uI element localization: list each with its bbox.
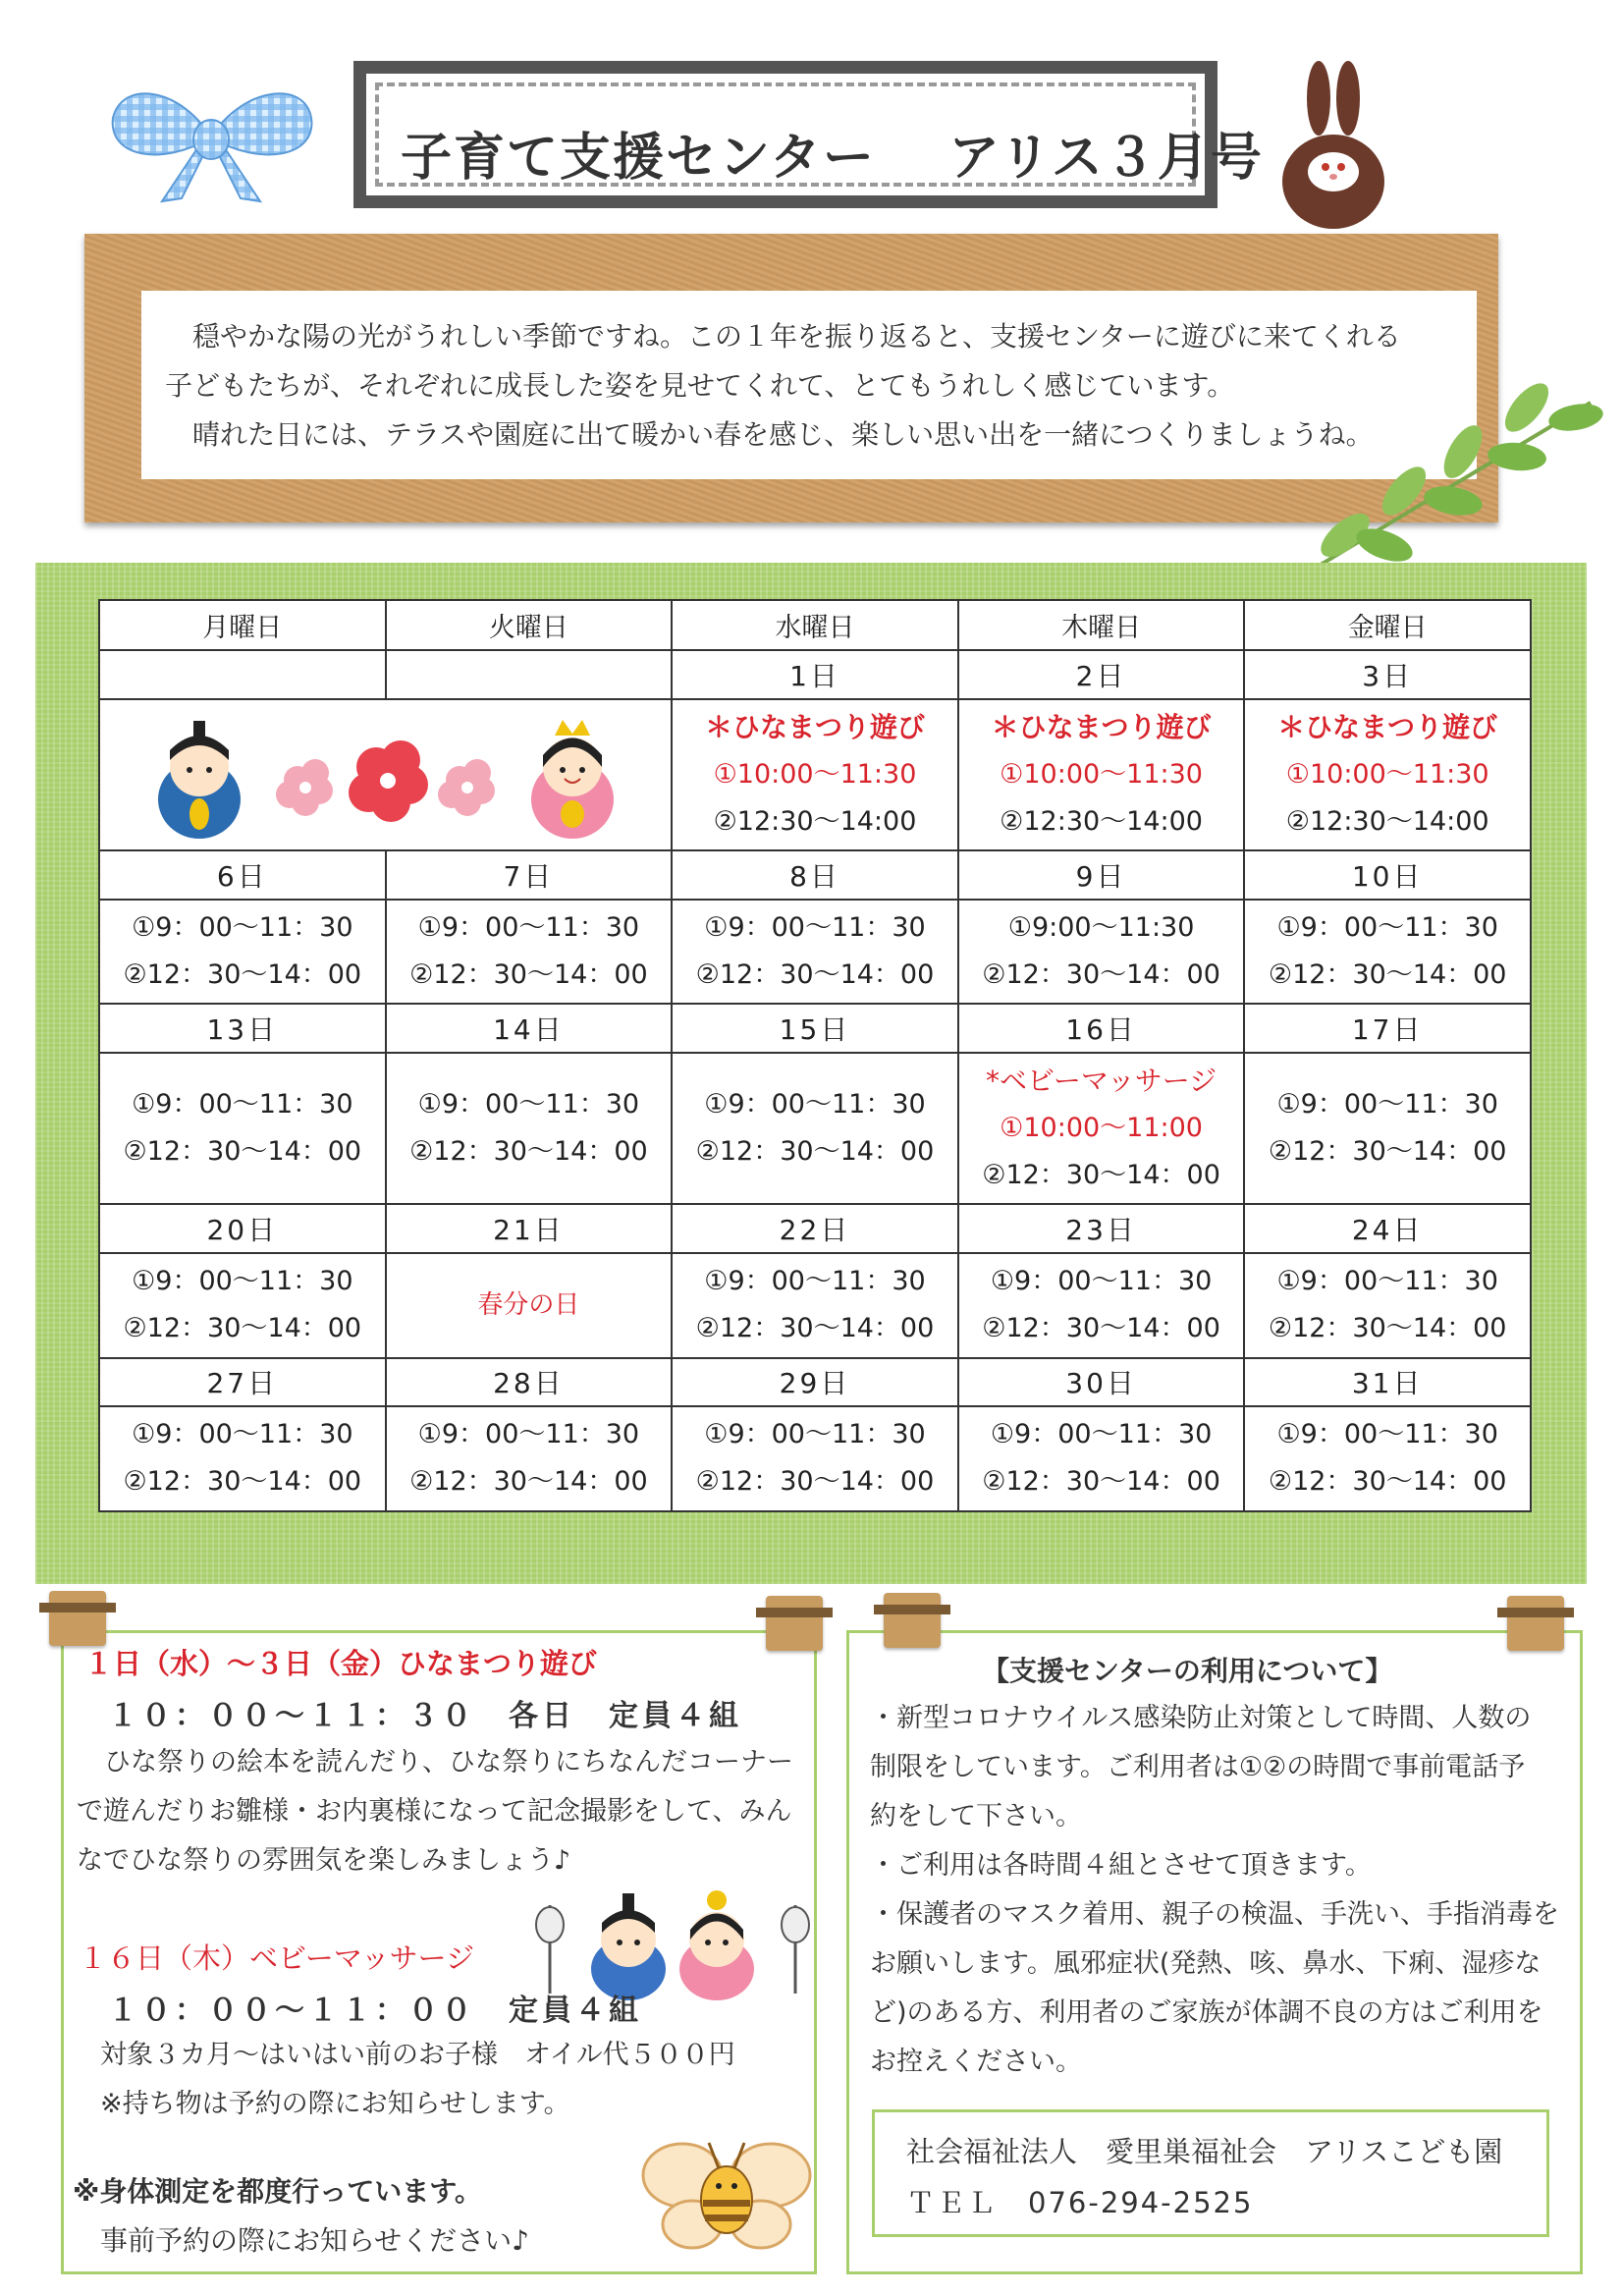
session-2: ②12：30～14：00 (1268, 958, 1507, 990)
date-cell: 23日 (958, 1204, 1245, 1252)
schedule-cell (672, 900, 958, 1005)
date-cell: 31日 (1244, 1358, 1531, 1406)
date-cell: 15日 (672, 1004, 958, 1052)
session-1: ①9：00～11：30 (132, 1089, 353, 1121)
massage-body-line: 対象３カ月～はいはい前のお子様 オイル代５００円 (100, 2040, 735, 2070)
session-1: ①10:00～11:30 (713, 758, 917, 790)
hina-body-line: ひな祭りの絵本を読んだり、ひな祭りにちなんだコーナー (104, 1747, 793, 1777)
clothespin-icon (884, 1593, 941, 1648)
intro-line: 穏やかな陽の光がうれしい季節ですね。この１年を振り返ると、支援センターに遊びに来てくれる (192, 320, 1401, 353)
session-1: ①9：00～11：30 (1276, 911, 1498, 943)
clothespin-icon (1507, 1596, 1564, 1651)
date-cell: 20日 (99, 1204, 386, 1252)
session-2: ②12：30～14：00 (123, 958, 362, 990)
date-cell: 30日 (958, 1358, 1245, 1406)
date-cell: 22日 (672, 1204, 958, 1252)
weekday-header: 金曜日 (1244, 600, 1531, 650)
date-cell: 13日 (99, 1004, 386, 1052)
time-row (99, 900, 1531, 1005)
schedule-cell (672, 1253, 958, 1358)
time-row (99, 1253, 1531, 1358)
date-cell: 6日 (99, 850, 386, 899)
gingham-bow-icon (103, 69, 319, 206)
schedule-cell (1244, 1253, 1531, 1358)
session-1: ①9：00～11：30 (704, 911, 926, 943)
session-1: ①9：00～11：30 (1276, 1266, 1498, 1297)
session-2: ②12：30～14：00 (982, 1466, 1220, 1498)
bee-butterfly-icon (638, 2121, 815, 2259)
date-row (99, 1004, 1531, 1052)
schedule-cell (1244, 900, 1531, 1005)
hina-event-heading: １日（水）～３日（金）ひなまつり遊び (84, 1647, 598, 1680)
weekday-header-row (99, 600, 1531, 650)
massage-event-time: １０：００～１１：００ 定員４組 (108, 1994, 642, 2028)
session-2: ②12：30～14：00 (409, 1466, 648, 1498)
session-1: ①10:00～11:30 (1285, 758, 1489, 790)
massage-event-heading: １６日（木）ベビーマッサージ (79, 1941, 475, 1975)
usage-line: 制限をしています。ご利用者は①②の時間で事前電話予 (870, 1752, 1526, 1782)
date-row (99, 1204, 1531, 1252)
session-1: ①9：00～11：30 (417, 1089, 640, 1121)
organization-name: 社会福祉法人 愛里巣福祉会 アリスこども園 (906, 2135, 1503, 2168)
clothespin-icon (49, 1591, 106, 1646)
date-cell: 24日 (1244, 1204, 1531, 1252)
schedule-cell (1244, 1053, 1531, 1204)
page-title: 子育て支援センター アリス３月号 (401, 129, 1264, 188)
event-label: ＊ひなまつり遊び (1277, 710, 1498, 743)
date-cell: 2日 (958, 650, 1245, 698)
weekday-header: 火曜日 (386, 600, 673, 650)
schedule-cell (672, 699, 958, 850)
date-cell: 21日 (386, 1204, 673, 1252)
schedule-cell (958, 699, 1245, 850)
massage-body-line: ※持ち物は予約の際にお知らせします。 (100, 2089, 570, 2119)
session-1: ①9：00～11：30 (990, 1419, 1213, 1450)
schedule-cell (672, 1053, 958, 1204)
date-cell: 8日 (672, 850, 958, 899)
holiday-label: 春分の日 (477, 1290, 580, 1321)
usage-line: お控えください。 (870, 2047, 1082, 2077)
time-row (99, 1053, 1531, 1204)
intro-line: 子どもたちが、それぞれに成長した姿を見せてくれて、とてもうれしく感じています。 (165, 369, 1235, 402)
session-1: ①9：00～11：30 (417, 911, 640, 943)
telephone-number: ＴＥＬ 076-294-2525 (906, 2186, 1254, 2219)
measurement-body: 事前予約の際にお知らせください♪ (100, 2224, 530, 2257)
schedule-cell (672, 1406, 958, 1511)
weekday-header: 水曜日 (672, 600, 958, 650)
date-cell: 29日 (672, 1358, 958, 1406)
date-row (99, 850, 1531, 899)
schedule-cell (1244, 1406, 1531, 1511)
schedule-cell (1244, 699, 1531, 850)
usage-line: ど)のある方、利用者のご家族が体調不良の方はご利用を (870, 1997, 1543, 2028)
session-2: ②12：30～14：00 (982, 1160, 1220, 1191)
date-cell: 9日 (958, 850, 1245, 899)
hina-body-line: なでひな祭りの雰囲気を楽しみましょう♪ (77, 1845, 571, 1876)
monthly-calendar (98, 599, 1532, 1512)
schedule-cell (386, 1053, 673, 1204)
hina-event-time: １０：００～１１：３０ 各日 定員４組 (108, 1699, 742, 1733)
chocolate-bunny-icon (1274, 59, 1392, 231)
date-cell: 28日 (386, 1358, 673, 1406)
session-1: ①9：00～11：30 (417, 1419, 640, 1450)
session-1: ①10:00～11:30 (1000, 758, 1203, 790)
measurement-heading: ※身体測定を都度行っています。 (73, 2175, 482, 2208)
usage-line: お願いします。風邪症状(発熱、咳、鼻水、下痢、湿疹な (870, 1948, 1542, 1979)
time-row (99, 699, 1531, 850)
session-1: ①9:00～11:30 (1007, 911, 1195, 943)
session-1: ①9：00～11：30 (132, 1419, 353, 1450)
event-label: ＊ひなまつり遊び (704, 710, 925, 743)
schedule-cell (99, 1053, 386, 1204)
date-cell: 14日 (386, 1004, 673, 1052)
session-2: ②12：30～14：00 (695, 1466, 935, 1498)
hina-body-line: で遊んだりお雛様・お内裏様になって記念撮影をして、みん (77, 1796, 792, 1827)
date-cell: 17日 (1244, 1004, 1531, 1052)
session-2: ②12：30～14：00 (123, 1313, 362, 1344)
weekday-header: 月曜日 (99, 600, 386, 650)
contact-box (872, 2109, 1549, 2237)
session-1: ①9：00～11：30 (990, 1266, 1213, 1297)
hina-dolls-icon (131, 706, 641, 844)
date-row (99, 650, 1531, 698)
session-1: ①9：00～11：30 (704, 1089, 926, 1121)
leaf-branch-icon (1276, 373, 1610, 589)
date-cell: 3日 (1244, 650, 1531, 698)
session-2: ②12：30～14：00 (1268, 1313, 1507, 1344)
date-cell (99, 650, 386, 698)
date-cell: 7日 (386, 850, 673, 899)
schedule-cell (386, 900, 673, 1005)
usage-line: ・ご利用は各時間４組とさせて頂きます。 (870, 1850, 1372, 1881)
event-label: ＊ひなまつり遊び (991, 710, 1212, 743)
session-2: ②12：30～14：00 (695, 1313, 935, 1344)
usage-line: ・新型コロナウイルス感染防止対策として時間、人数の (870, 1703, 1532, 1733)
usage-line: 約をして下さい。 (870, 1801, 1082, 1831)
weekday-header: 木曜日 (958, 600, 1245, 650)
session-1: ①9：00～11：30 (1276, 1419, 1498, 1450)
schedule-cell (958, 1053, 1245, 1204)
date-cell: 10日 (1244, 850, 1531, 899)
date-row (99, 1358, 1531, 1406)
session-2: ②12：30～14：00 (123, 1466, 362, 1498)
usage-body (870, 1694, 1559, 2087)
usage-line: ・保護者のマスク着用、親子の検温、手洗い、手指消毒を (870, 1899, 1559, 1930)
holiday-cell (386, 1253, 673, 1358)
schedule-cell (99, 1406, 386, 1511)
event-label: *ベビーマッサージ (985, 1065, 1217, 1098)
session-2: ②12：30～14：00 (123, 1136, 362, 1168)
date-cell: 16日 (958, 1004, 1245, 1052)
session-2: ②12：30～14：00 (409, 1136, 648, 1168)
session-1: ①9：00～11：30 (1276, 1089, 1498, 1121)
session-2: ②12：30～14：00 (982, 958, 1220, 990)
schedule-cell (99, 900, 386, 1005)
schedule-cell (958, 1406, 1245, 1511)
session-2: ②12：30～14：00 (695, 958, 935, 990)
session-2: ②12：30～14：00 (1268, 1466, 1507, 1498)
session-1: ①9：00～11：30 (704, 1266, 926, 1297)
session-1: ①9：00～11：30 (132, 911, 353, 943)
session-1: ①9：00～11：30 (704, 1419, 926, 1450)
date-cell (386, 650, 673, 698)
usage-heading: 【支援センターの利用について】 (982, 1655, 1393, 1687)
schedule-cell (958, 1253, 1245, 1358)
massage-event-body (100, 2031, 735, 2129)
hina-event-body (77, 1738, 793, 1886)
session-2: ②12：30～14：00 (409, 958, 648, 990)
session-1: ①10:00～11:00 (1000, 1113, 1203, 1144)
intro-line: 晴れた日には、テラスや園庭に出て暖かい春を感じ、楽しい思い出を一緒につくりましょうね。 (192, 418, 1374, 451)
session-2: ②12:30～14:00 (1000, 805, 1203, 837)
session-2: ②12：30～14：00 (695, 1136, 935, 1168)
clothespin-icon (766, 1596, 823, 1651)
session-2: ②12：30～14：00 (982, 1313, 1220, 1344)
hina-dolls-illustration-cell (99, 699, 672, 850)
schedule-cell (958, 900, 1245, 1005)
session-2: ②12:30～14:00 (713, 805, 917, 837)
session-1: ①9：00～11：30 (132, 1266, 353, 1297)
date-cell: 1日 (672, 650, 958, 698)
date-cell: 27日 (99, 1358, 386, 1406)
session-2: ②12:30～14:00 (1285, 805, 1489, 837)
schedule-cell (99, 1253, 386, 1358)
schedule-cell (386, 1406, 673, 1511)
time-row (99, 1406, 1531, 1511)
session-2: ②12：30～14：00 (1268, 1136, 1507, 1168)
